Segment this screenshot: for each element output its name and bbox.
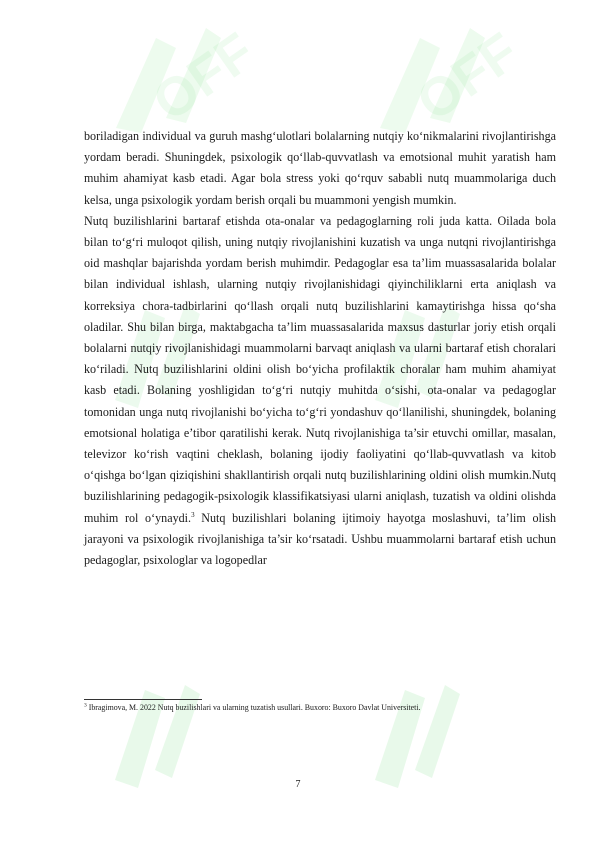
paragraph-1: boriladigan individual va guruh mashg‘ulotlari bolalarning nutqiy ko‘nikmalarini rivojlantirishga yordam beradi. Shuningdek, psixologik qo‘llab-quvvatlash va emotsional muhit yaratish ham muhim ahamiyat kasb etadi. Agar bola stress yoki qo‘rquv sababli nutq muammolariga duch kelsa, unga psixologik yordam berish orqali bu muammoni yengish mumkin. <box>84 129 556 207</box>
svg-text:OFF: OFF <box>142 21 266 133</box>
footnote-text: Ibragimova, M. 2022 Nutq buzilishlari va ularning tuzatish usullari. Buxoro: Buxoro Davlat Universiteti. <box>86 703 421 712</box>
page-number: 7 <box>295 779 301 790</box>
paragraph-2 <box>84 211 556 571</box>
body-text <box>84 126 556 571</box>
paragraph-2-text: Nutq buzilishlarini bartaraf etishda ota-onalar va pedagoglarning roli juda katta. Oilada bola bilan to‘g‘ri muloqot qilish, uning nutqiy rivojlanishini kuzatish va unga nutqni rivojlantirishga oid mashqlar bajarishda yordam berish muhimdir. Pedagoglar esa ta’lim muassasalarida bolalar bilan individual ishlash, ularning nutqiy rivojlanishidagi qiyinchiliklarni erta aniqlash va korreksiya chora-tadbirlarini qo‘llash orqali nutq buzilishlarini kamaytirishga hissa qo‘sha oladilar. Shu bilan birga, maktabgacha ta’lim muassasalarida maxsus dasturlar joriy etish orqali bolalarni nutqiy rivojlanishidagi muammolarni barvaqt aniqlash va ularni bartaraf etish choralari ko‘riladi. Nutq buzilishlarini oldini olish bo‘yicha profilaktik choralar ham muhim ahamiyat kasb etadi. Bolaning yoshligidan to‘g‘ri nutqiy muhitda o‘sishi, ota-onalar va pedagoglar tomonidan unga nutq rivojlanishi bo‘yicha to‘g‘ri yondashuv qo‘llanilishi, shuningdek, bolaning emotsional holatiga e’tibor qaratilishi kerak. Nutq rivojlanishiga ta’sir etuvchi omillar, masalan, televizor ko‘rish vaqtini cheklash, bolaning ijodiy faoliyatini qo‘llab-quvvatlash va kitob o‘qishga bo‘lgan qiziqishini shakllantirish orqali nutq buzilishlarining oldini olish mumkin.Nutq buzilishlarining pedagogik-psixologik klassifikatsiyasi ularni aniqlash, tuzatish va oldini olishda muhim rol o‘ynaydi. <box>84 213 556 525</box>
svg-text:OFF: OFF <box>406 21 530 133</box>
footnote-marker: 3 <box>84 702 87 709</box>
footnote-separator <box>84 699 202 700</box>
footnote-reference[interactable]: 3 <box>191 510 195 519</box>
paragraph-2-continuation: Nutq buzilishlari bolaning ijtimoiy hayotga moslashuvi, ta’lim olish jarayoni va psixologik rivojlanishiga ta’sir ko‘rsatadi. Ushbu muammolarni bartaraf etish uchun pedagoglar, psixologlar va logopedlar <box>84 510 557 568</box>
footnote <box>84 703 556 713</box>
